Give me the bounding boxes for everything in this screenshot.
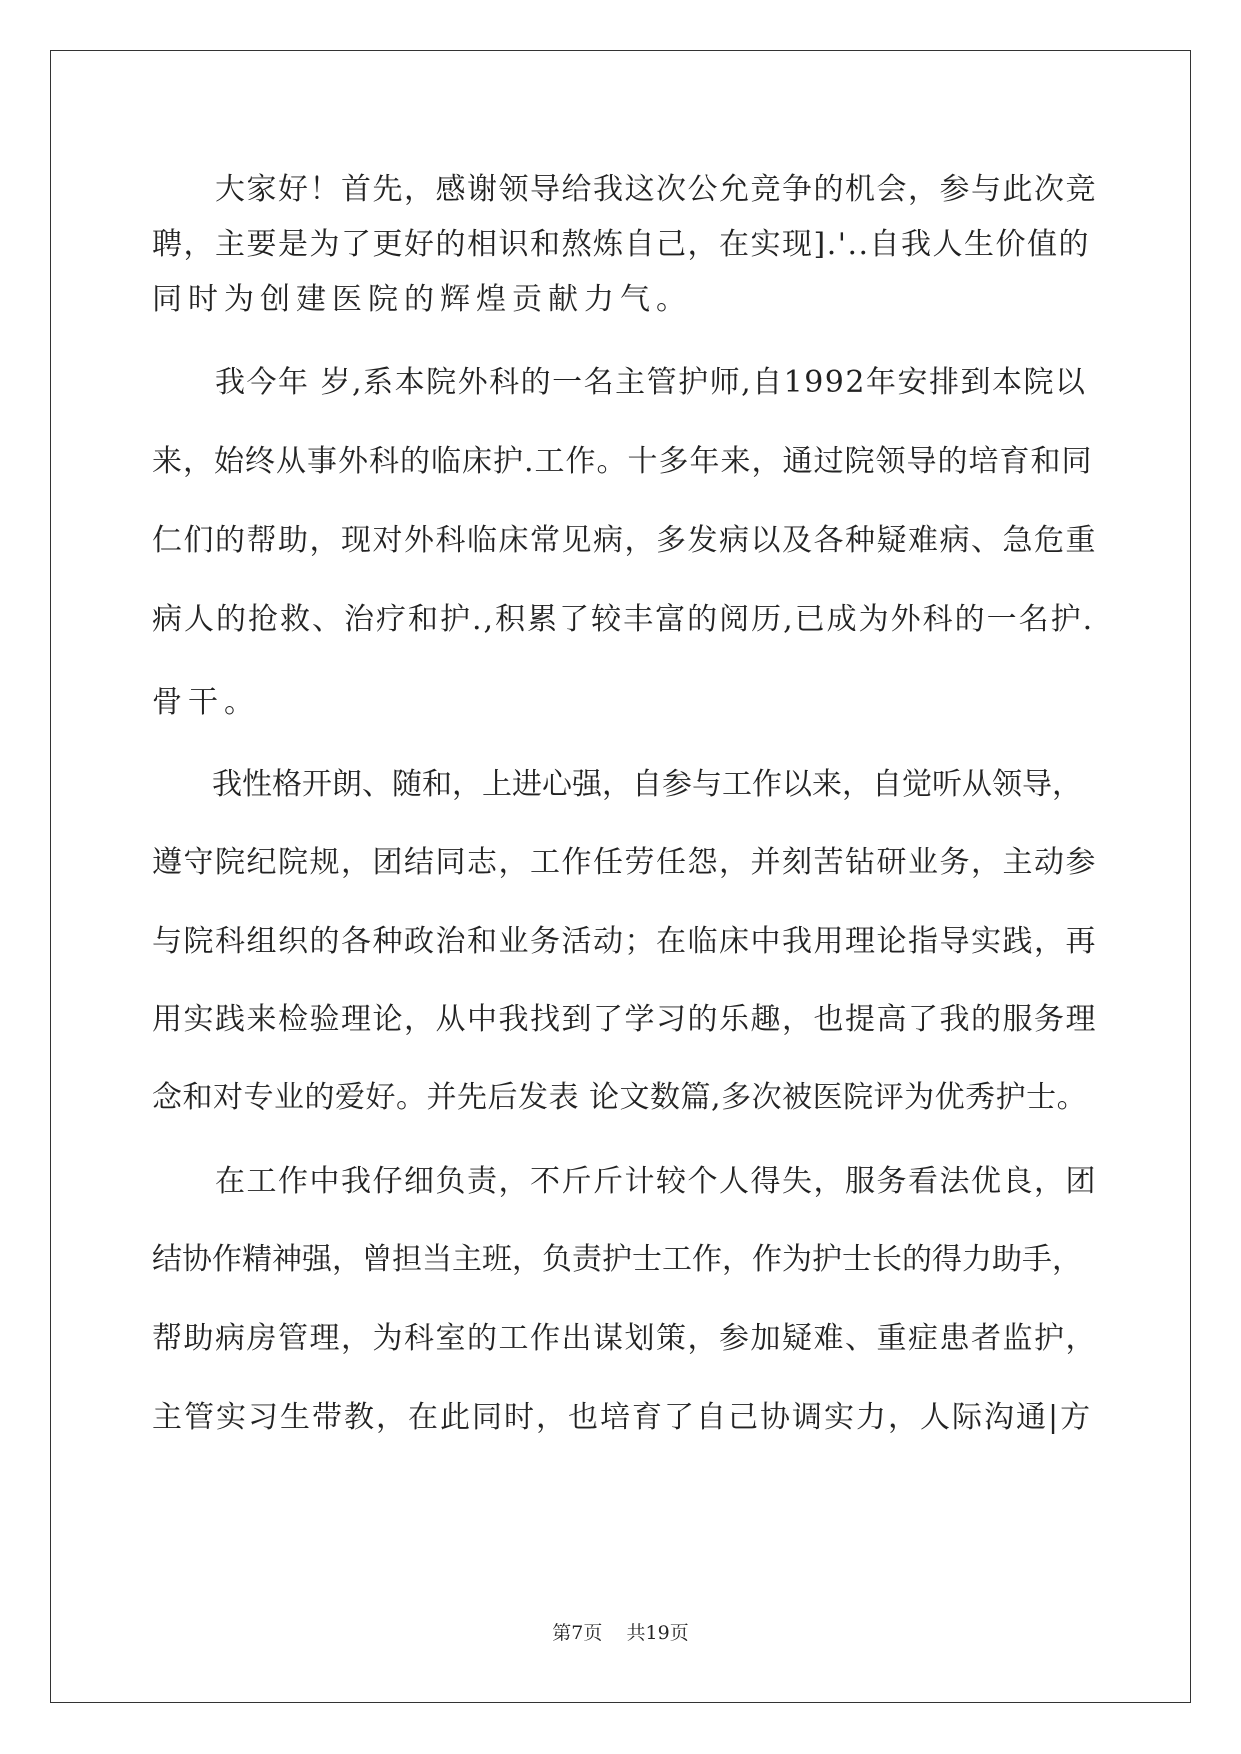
text-line: 用实践来检验理论，从中我找到了学习的乐趣，也提高了我的服务理 bbox=[152, 1002, 1097, 1037]
text-line: 遵守院纪院规，团结同志，工作任劳任怨，并刻苦钻研业务，主动参 bbox=[152, 845, 1097, 880]
text-line: 念和对专业的爱好。并先后发表 论文数篇,多次被医院评为优秀护士。 bbox=[152, 1080, 1088, 1115]
text-line: 骨干。 bbox=[152, 685, 260, 720]
text-line: 同时为创建医院的辉煌贡献力气。 bbox=[152, 282, 692, 317]
text-line: 我性格开朗、随和，上进心强，自参与工作以来，自觉听从领导， bbox=[152, 767, 1082, 802]
text-line: 聘，主要是为了更好的相识和熬炼自己，在实现].'..自我人生价值的 bbox=[152, 227, 1091, 262]
text-line: 与院科组织的各种政治和业务活动；在临床中我用理论指导实践，再 bbox=[152, 924, 1097, 959]
text-line: 仁们的帮助，现对外科临床常见病，多发病以及各种疑难病、急危重 bbox=[152, 523, 1097, 558]
text-line: 在工作中我仔细负责，不斤斤计较个人得失，服务看法优良，团 bbox=[152, 1164, 1097, 1199]
page-total: 共19页 bbox=[626, 1622, 689, 1644]
text-line: 主管实习生带教，在此同时，也培育了自己协调实力，人际沟通|方 bbox=[152, 1400, 1093, 1435]
text-line: 来，始终从事外科的临床护.工作。十多年来，通过院领导的培育和同 bbox=[152, 444, 1093, 479]
text-line: 病人的抢救、治疗和护.,积累了较丰富的阅历,已成为外科的一名护. bbox=[152, 602, 1095, 637]
text-line: 结协作精神强，曾担当主班，负责护士工作，作为护士长的得力助手， bbox=[152, 1242, 1082, 1277]
text-line: 帮助病房管理，为科室的工作出谋划策，参加疑难、重症患者监护， bbox=[152, 1321, 1097, 1356]
text-line: 大家好！首先，感谢领导给我这次公允竞争的机会，参与此次竞 bbox=[152, 172, 1097, 207]
text-line: 我今年 岁,系本院外科的一名主管护师,自1992年安排到本院以 bbox=[152, 365, 1087, 400]
page-footer bbox=[0, 1621, 1241, 1645]
page-number: 第7页 bbox=[552, 1622, 603, 1644]
